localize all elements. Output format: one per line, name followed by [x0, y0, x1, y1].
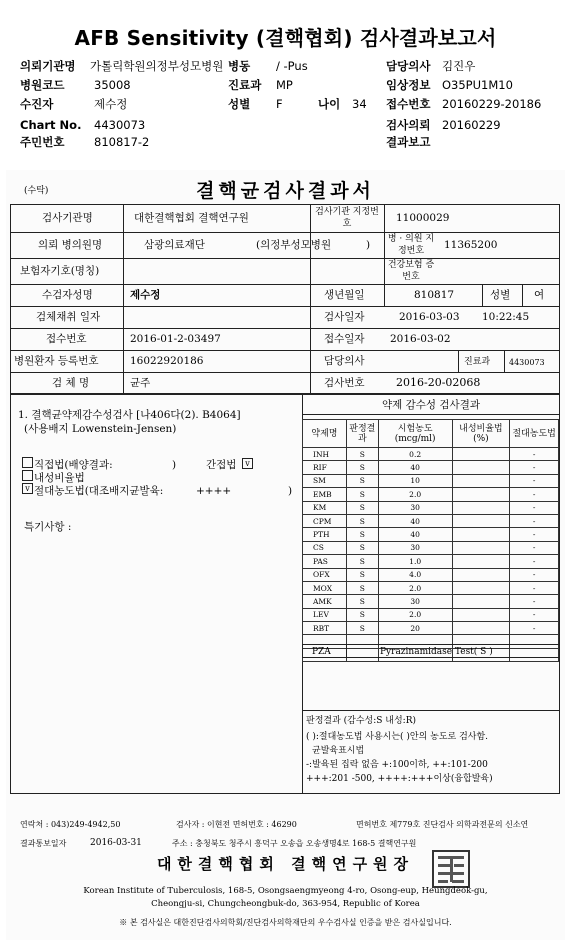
- insurance-label: 보험자기호(명칭): [20, 265, 100, 277]
- drug-cell-abs: -: [510, 541, 559, 554]
- footer-name-en-1: Korean Institute of Tuberculosis, 168-5, Osongsaengmyeong 4-ro, Osong-eup, Heungdeok-gu,: [83, 886, 488, 896]
- drug-cell-ratio: [452, 474, 510, 487]
- drug-cell-abs: -: [510, 528, 559, 541]
- collect-label: 검체채취 일자: [36, 311, 101, 323]
- drug-cell-conc: 20: [378, 622, 452, 635]
- drug-cell-abs: -: [510, 581, 559, 594]
- table-row: [303, 514, 559, 527]
- test-date-label: 검사일자: [324, 311, 365, 323]
- value-receipt-no: 20160229-20186: [442, 97, 542, 111]
- drug-cell-result: S: [346, 514, 378, 527]
- drug-cell-ratio: [452, 501, 510, 514]
- drug-cell-abs: -: [510, 568, 559, 581]
- drug-cell-abs: -: [510, 595, 559, 608]
- method-line-2: (사용배지 Lowenstein-Jensen): [24, 423, 177, 435]
- table-row: [303, 568, 559, 581]
- absolute-method-label: 절대농도법(대조배지균발육:: [34, 485, 164, 497]
- table-row: [303, 448, 559, 461]
- hospital-no-label: 병 · 의원 지정번호: [387, 234, 435, 256]
- hospital-no-value: 11365200: [444, 239, 498, 251]
- drug-cell-abs: -: [510, 555, 559, 568]
- drug-cell-conc: 1.0: [378, 555, 452, 568]
- drug-cell-result: S: [346, 581, 378, 594]
- table-header-row: [303, 420, 559, 448]
- drug-cell-ratio: [452, 541, 510, 554]
- test-date-value: 2016-03-03: [399, 311, 460, 323]
- drug-cell-ratio: [452, 581, 510, 594]
- value-hospital-code: 35008: [94, 78, 131, 92]
- resist-method-checkbox: [22, 470, 33, 481]
- hospital-note: (의정부성모병원: [256, 239, 332, 251]
- rule: [10, 328, 560, 329]
- table-row: [303, 595, 559, 608]
- table-title: 약제 감수성 검사결과: [382, 399, 480, 411]
- value-department: MP: [276, 78, 293, 92]
- value-sex: F: [276, 97, 283, 111]
- drug-cell-conc: 40: [378, 514, 452, 527]
- value-requesting-org: 가톨릭학원의정부성모병원: [90, 59, 224, 73]
- copy-mark: (수탁): [24, 186, 49, 196]
- col-header-ratio: 내성비율법(%): [452, 420, 510, 448]
- indirect-method-checkbox: v: [242, 458, 253, 469]
- rule: [302, 414, 560, 415]
- label-patient: 수진자: [20, 97, 54, 111]
- value-patient: 제수정: [94, 97, 128, 111]
- value-chart-no: 4430073: [94, 118, 146, 132]
- drug-cell-name: OFX: [303, 568, 347, 581]
- header-info: [20, 57, 565, 157]
- remarks-label: 특기사항 :: [24, 521, 72, 533]
- legend-line-5: +++:201 -500, ++++:+++이상(융합발육): [306, 774, 493, 784]
- drug-cell-name: EMB: [303, 488, 347, 501]
- report-title: AFB Sensitivity (결핵협회) 검사결과보고서: [74, 26, 497, 50]
- receipt-date-value: 2016-03-02: [390, 333, 451, 345]
- drug-cell-conc: 30: [378, 541, 452, 554]
- drug-cell-conc: 2.0: [378, 608, 452, 621]
- drug-cell-name: CPM: [303, 514, 347, 527]
- rule: [10, 258, 560, 259]
- drug-cell-name: MOX: [303, 581, 347, 594]
- absolute-method-value: ++++: [196, 485, 232, 497]
- drug-cell-name: KM: [303, 501, 347, 514]
- table-row: [303, 541, 559, 554]
- drug-cell-result: S: [346, 541, 378, 554]
- sex-value: 여: [534, 289, 545, 301]
- col-header-drug: 약제명: [303, 420, 347, 448]
- rule: [522, 284, 523, 306]
- footer-org-name: 대한결핵협회 결핵연구원장: [156, 855, 415, 873]
- rule: [482, 284, 483, 306]
- drug-cell-abs: -: [510, 608, 559, 621]
- footer-notice: ※ 본 검사실은 대한진단검사의학회/진단검사의학재단의 우수검사실 인증을 받은 검사실입니다.: [119, 918, 452, 927]
- absolute-method-checkbox: v: [22, 483, 33, 494]
- label-report-date: 결과보고: [386, 135, 431, 149]
- drug-cell-ratio: [452, 514, 510, 527]
- value-request-date: 20160229: [442, 118, 501, 132]
- drug-cell-result: S: [346, 555, 378, 568]
- rule: [458, 350, 459, 372]
- table-row: [303, 555, 559, 568]
- drug-cell-ratio: [452, 568, 510, 581]
- direct-method-close: ): [172, 459, 177, 471]
- drug-cell-ratio: [452, 555, 510, 568]
- drug-cell-conc: 2.0: [378, 581, 452, 594]
- drug-cell-conc: 10: [378, 474, 452, 487]
- reg-label: 병원환자 등록번호: [14, 355, 99, 367]
- footer-tester: 검사자 : 이현전 면허번호 : 46290: [176, 820, 297, 829]
- scanned-report: [6, 170, 565, 940]
- drug-cell-result: S: [346, 595, 378, 608]
- reg-value: 16022920186: [130, 355, 204, 367]
- value-resident-no: 810817-2: [94, 135, 150, 149]
- drug-cell-abs: -: [510, 622, 559, 635]
- legend-line-3: 균발육표시법: [312, 746, 365, 756]
- label-hospital-code: 병원코드: [20, 78, 65, 92]
- col-header-concentration: 시험농도(mcg/ml): [378, 420, 452, 448]
- receipt-label: 접수번호: [46, 333, 87, 345]
- rule: [10, 284, 560, 285]
- col-header-result: 판정결과: [346, 420, 378, 448]
- specimen-label: 검 체 명: [52, 377, 90, 389]
- resist-method-label: 내성비율법: [34, 472, 85, 484]
- drug-rows: [303, 448, 559, 662]
- hospital-value: 삼광의료재단: [144, 239, 205, 251]
- drug-cell-ratio: [452, 528, 510, 541]
- test-no-value: 2016-20-02068: [396, 376, 481, 389]
- rule: [10, 306, 560, 307]
- patient-label: 수검자성명: [42, 289, 93, 301]
- drug-cell-abs: -: [510, 514, 559, 527]
- drug-cell-conc: 2.0: [378, 488, 452, 501]
- drug-cell-name: LEV: [303, 608, 347, 621]
- table-row: [303, 622, 559, 635]
- value-ward: / -Pus: [276, 59, 308, 73]
- doctor-label: 담당의사: [324, 355, 365, 367]
- drug-cell-name: RIF: [303, 461, 347, 474]
- direct-method-label: 직접법(배양결과:: [34, 459, 113, 471]
- dept-value: 4430073: [509, 358, 545, 367]
- drug-cell-name: AMK: [303, 595, 347, 608]
- receipt-date-label: 접수일자: [324, 333, 365, 345]
- indirect-method-label: 간접법: [206, 459, 237, 471]
- label-department: 진료과: [228, 78, 262, 92]
- org-no-label: 검사기관 지정번호: [315, 207, 379, 229]
- pza-label: PZA: [312, 647, 331, 657]
- footer-report-label: 결과통보일자: [20, 839, 67, 848]
- rule: [10, 232, 560, 233]
- drug-cell-conc: 40: [378, 528, 452, 541]
- hospital-note-close: ): [366, 239, 371, 251]
- drug-cell-name: SM: [303, 474, 347, 487]
- drug-cell-name: RBT: [303, 622, 347, 635]
- official-seal-icon: [432, 850, 470, 888]
- rule: [123, 204, 124, 394]
- drug-cell-conc: 30: [378, 595, 452, 608]
- drug-cell-ratio: [452, 622, 510, 635]
- footer-name-en-2: Cheongju-si, Chungcheongbuk-do, 363-954, Republic of Korea: [151, 899, 420, 909]
- legend-line-1: 판정결과 (감수성:S 내성:R): [306, 716, 416, 726]
- footer-license: 면허번호 제779호 진단검사 의학과전문의 신소연: [356, 820, 529, 829]
- label-ward: 병동: [228, 59, 251, 73]
- document-title: 결핵균검사결과서: [196, 180, 375, 202]
- drug-cell-result: S: [346, 568, 378, 581]
- drug-cell-abs: -: [510, 488, 559, 501]
- footer-address: 주소 : 충청북도 청주시 흥덕구 오송읍 오송생명4로 168-5 결핵연구원: [172, 839, 417, 848]
- drug-cell-ratio: [452, 608, 510, 621]
- sex-label: 성별: [490, 289, 511, 301]
- col-header-absolute: 절대농도법: [510, 420, 559, 448]
- label-sex: 성별: [228, 97, 251, 111]
- receipt-value: 2016-01-2-03497: [130, 333, 221, 345]
- org-label: 검사기관명: [42, 212, 93, 224]
- value-doctor: 김진우: [442, 59, 476, 73]
- drug-cell-conc: 0.2: [378, 448, 452, 461]
- dept-label: 진료과: [464, 357, 491, 367]
- table-row: [303, 488, 559, 501]
- hospital-label: 의뢰 병의원명: [38, 239, 103, 251]
- rule: [504, 350, 505, 372]
- drug-cell-conc: 40: [378, 461, 452, 474]
- legend-line-2: ( ):절대농도법 사용시는( )안의 농도로 검사함.: [306, 732, 489, 742]
- drug-cell-result: S: [346, 488, 378, 501]
- absolute-method-close: ): [288, 485, 293, 497]
- value-age: 34: [352, 97, 367, 111]
- drug-sensitivity-table: [302, 419, 559, 662]
- drug-cell-name: CS: [303, 541, 347, 554]
- table-row: [303, 474, 559, 487]
- health-insurance-label: 건강보험 증번호: [387, 260, 435, 282]
- drug-cell-result: S: [346, 501, 378, 514]
- rule: [10, 372, 560, 373]
- table-row: [303, 528, 559, 541]
- label-doctor: 담당의사: [386, 59, 431, 73]
- drug-cell-abs: -: [510, 461, 559, 474]
- table-row: [303, 501, 559, 514]
- table-row: [303, 461, 559, 474]
- label-chart-no: Chart No.: [20, 118, 82, 132]
- drug-cell-result: S: [346, 622, 378, 635]
- direct-method-checkbox: [22, 457, 33, 468]
- table-row: [303, 581, 559, 594]
- org-value: 대한결핵협회 결핵연구원: [134, 212, 249, 224]
- rule: [10, 350, 560, 351]
- drug-cell-result: S: [346, 608, 378, 621]
- label-receipt-no: 접수번호: [386, 97, 431, 111]
- drug-cell-abs: -: [510, 448, 559, 461]
- drug-cell-name: PAS: [303, 555, 347, 568]
- footer-contact: 연락처 : 043)249-4942,50: [20, 820, 121, 829]
- drug-cell-ratio: [452, 448, 510, 461]
- footer-report-date: 2016-03-31: [90, 838, 142, 848]
- birth-value: 810817: [414, 289, 455, 301]
- birth-label: 생년월일: [324, 289, 365, 301]
- drug-cell-name: PTH: [303, 528, 347, 541]
- drug-cell-name: INH: [303, 448, 347, 461]
- drug-cell-ratio: [452, 488, 510, 501]
- drug-cell-conc: 30: [378, 501, 452, 514]
- drug-cell-ratio: [452, 595, 510, 608]
- test-no-label: 검사번호: [324, 377, 365, 389]
- drug-cell-conc: 4.0: [378, 568, 452, 581]
- value-clinical-info: O35PU1M10: [442, 78, 513, 92]
- label-resident-no: 주민번호: [20, 135, 65, 149]
- drug-cell-result: S: [346, 528, 378, 541]
- label-clinical-info: 임상정보: [386, 78, 431, 92]
- table-row: [303, 608, 559, 621]
- drug-cell-abs: -: [510, 474, 559, 487]
- patient-value: 제수정: [130, 289, 161, 301]
- rule: [302, 710, 560, 711]
- legend-line-4: -:발육된 집락 없음 +:100이하, ++:101-200: [306, 760, 488, 770]
- label-age: 나이: [318, 97, 341, 111]
- test-time-value: 10:22:45: [482, 311, 530, 323]
- drug-cell-ratio: [452, 461, 510, 474]
- label-requesting-org: 의뢰기관명: [20, 59, 76, 73]
- drug-cell-result: S: [346, 474, 378, 487]
- rule: [310, 204, 311, 394]
- specimen-value: 균주: [130, 377, 151, 389]
- org-no-value: 11000029: [396, 212, 450, 224]
- drug-cell-result: S: [346, 448, 378, 461]
- label-request-date: 검사의뢰: [386, 118, 431, 132]
- drug-cell-abs: -: [510, 501, 559, 514]
- drug-cell-result: S: [346, 461, 378, 474]
- rule: [346, 644, 347, 658]
- pza-value: Pyrazinamidase Test( S ): [380, 647, 493, 657]
- method-line-1: 1. 결핵균약제감수성검사 [나406다(2). B4064]: [18, 409, 241, 421]
